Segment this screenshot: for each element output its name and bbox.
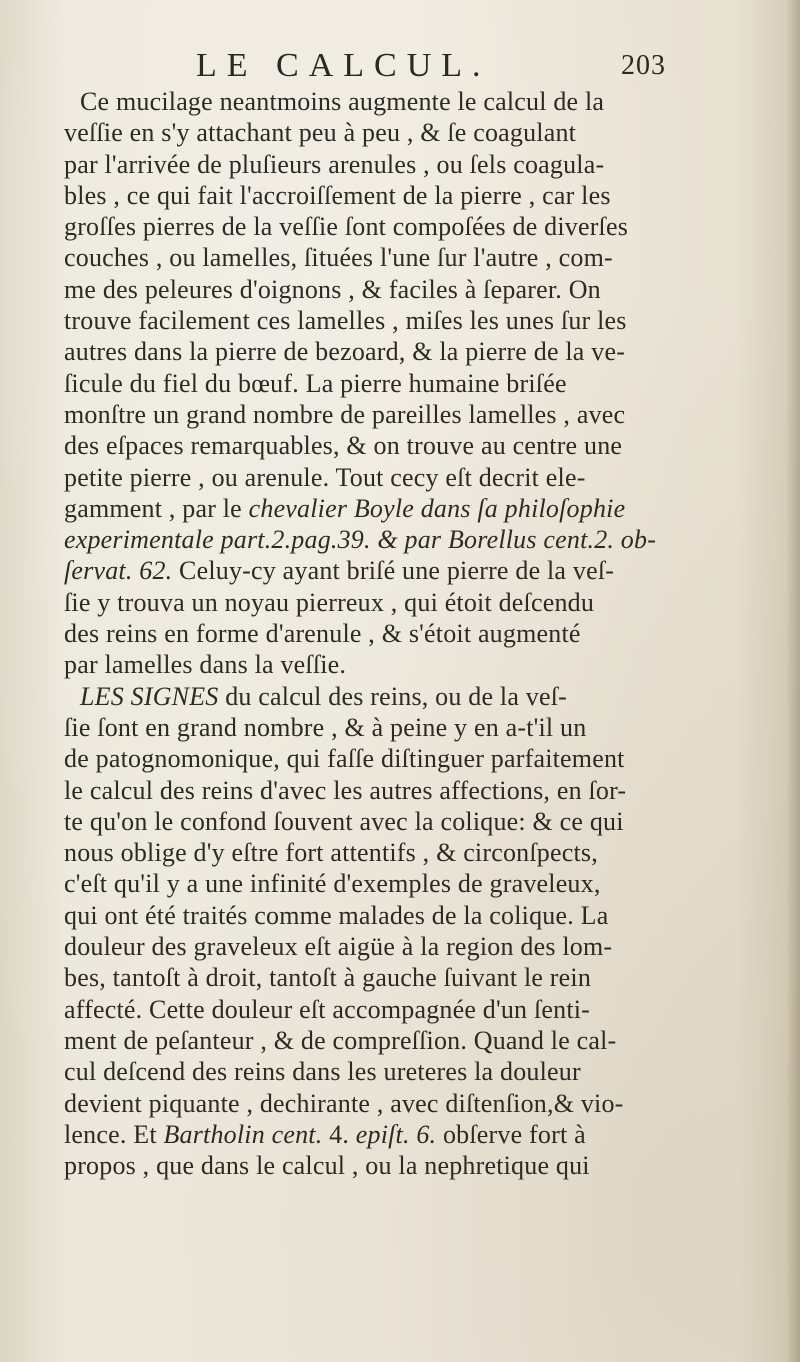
text-line [64,775,684,806]
text-run: Celuy-cy ayant briſé une pierre de la veſ- [172,556,615,586]
text-line [64,524,684,555]
text-run: couches , ou lamelles, ſituées l'une ſur l'autre , com- [64,243,613,273]
text-run: groſſes pierres de la veſſie ſont compoſées de diverſes [64,212,629,242]
text-run: qui ont été traités comme malades de la colique. La [64,900,609,930]
text-line [64,962,684,993]
text-run: du calcul des reins, ou de la veſ- [218,681,567,711]
text-run: monſtre un grand nombre de pareilles lamelles , avec [64,399,626,429]
italic-text: experimentale part.2.pag.39. & par Borellus cent.2. ob- [64,525,657,555]
text-line [64,806,684,837]
text-run: ſie ſont en grand nombre , & à peine y en a-t'il un [64,712,587,742]
text-run: le calcul des reins d'avec les autres affections, en ſor- [64,775,627,805]
text-run: autres dans la pierre de bezoard, & la pierre de la ve- [64,337,626,367]
text-line [64,149,684,180]
text-run: par lamelles dans la veſſie. [64,650,347,680]
text-run: des reins en forme d'arenule , & s'étoit augmenté [64,619,581,649]
text-run: ſicule du fiel du bœuf. La pierre humaine briſée [64,368,567,398]
text-run: te qu'on le confond ſouvent avec la colique: & ce qui [64,806,624,836]
text-line [64,712,684,743]
text-run: trouve facilement ces lamelles , miſes les unes ſur les [64,306,627,336]
text-line [64,1056,684,1087]
text-line [64,649,684,680]
text-line [64,274,684,305]
text-run: me des peleures d'oignons , & faciles à ſeparer. On [64,274,601,304]
text-line [64,336,684,367]
text-line [64,868,684,899]
text-line [64,994,684,1025]
text-line [64,399,684,430]
italic-text: chevalier Boyle dans ſa philoſophie [248,493,626,523]
text-line [64,837,684,868]
text-line [64,211,684,242]
text-line [64,305,684,336]
italic-text: LES SIGNES [80,681,219,711]
text-run: veſſie en s'y attachant peu à peu , & ſe coagulant [64,118,577,148]
text-run: affecté. Cette douleur eſt accompagnée d'un ſenti- [64,994,591,1024]
text-run: 4. [322,1119,356,1149]
text-run: gamment , par le [64,493,249,523]
italic-text: ſervat. 62. [64,556,173,586]
text-run: nous oblige d'y eſtre fort attentifs , & circonſpects, [64,838,598,868]
text-line [64,1150,684,1181]
text-line [64,1119,684,1150]
text-line [64,86,684,117]
italic-text: Bartholin cent. [163,1119,323,1149]
text-run: par l'arrivée de pluſieurs arenules , ou ſels coagula- [64,149,605,179]
text-run: obſerve fort à [436,1119,586,1149]
text-run: lence. Et [64,1119,164,1149]
text-line [64,555,684,586]
running-title: LE CALCUL. [196,47,491,84]
text-line [64,1088,684,1119]
italic-text: epiſt. 6. [355,1119,437,1149]
text-line [64,931,684,962]
text-line [64,618,684,649]
body-text [64,86,684,1181]
text-run: de patognomonique, qui faſſe diſtinguer parfaitement [64,744,625,774]
text-run: c'eſt qu'il y a une infinité d'exemples de graveleux, [64,869,601,899]
text-line [64,462,684,493]
page-edge-shadow [786,0,800,1362]
text-run: des eſpaces remarquables, & on trouve au centre une [64,431,623,461]
text-line [64,743,684,774]
text-run: bes, tantoſt à droit, tantoſt à gauche ſuivant le rein [64,963,592,993]
text-line [64,180,684,211]
page-header [196,44,666,88]
text-run: ſie y trouva un noyau pierreux , qui étoit deſcendu [64,587,595,617]
text-run: propos , que dans le calcul , ou la nephretique qui [64,1151,590,1181]
text-line [64,368,684,399]
text-line [64,900,684,931]
text-run: ment de peſanteur , & de compreſſion. Quand le cal- [64,1025,617,1055]
text-line [64,117,684,148]
text-line [64,1025,684,1056]
page-number: 203 [621,50,666,81]
text-run: bles , ce qui fait l'accroiſſement de la pierre , car les [64,180,611,210]
text-run: Ce mucilage neantmoins augmente le calcul de la [80,87,605,116]
text-line [64,242,684,273]
text-run: douleur des graveleux eſt aigüe à la region des lom- [64,932,613,962]
text-run: devient piquante , dechirante , avec diſtenſion,& vio- [64,1088,624,1118]
text-line [64,681,684,712]
text-line [64,493,684,524]
text-run: petite pierre , ou arenule. Tout cecy eſt decrit ele- [64,462,586,492]
text-line [64,587,684,618]
text-line [64,430,684,461]
text-run: cul deſcend des reins dans les ureteres la douleur [64,1057,581,1087]
